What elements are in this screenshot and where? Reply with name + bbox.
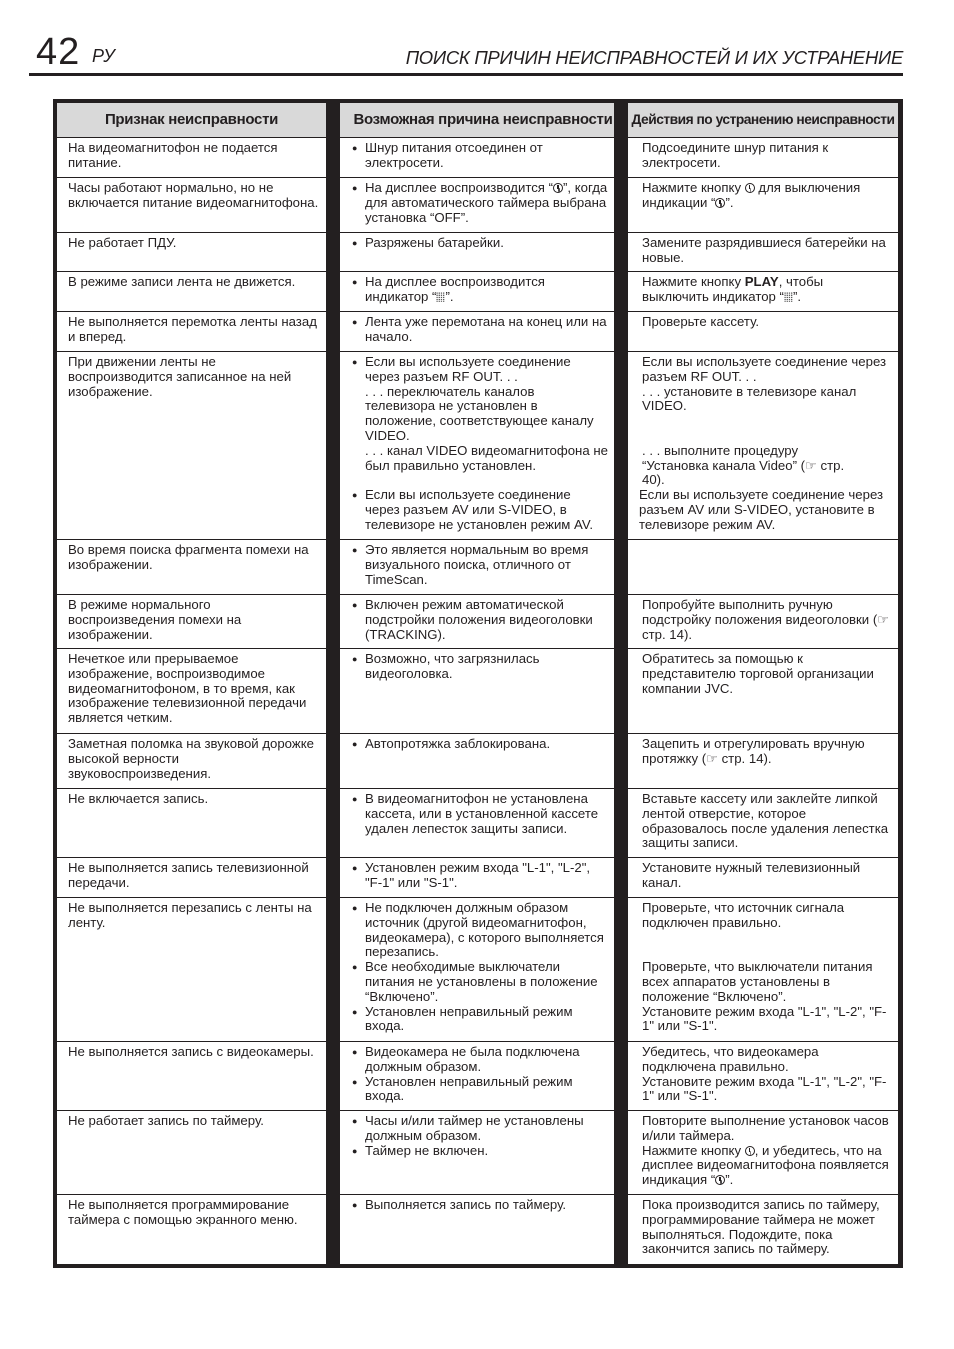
table-cell-symptom: Часы работают нормально, но не включается питание видеомагнитофона. [57, 178, 326, 232]
clock-icon [553, 183, 563, 193]
bullet-item: ● Включен режим автоматической подстройки положения видеоголовки (TRACKING). [352, 598, 608, 642]
bullet-item: ● Возможно, что загрязнилась видеоголовка. [352, 652, 608, 682]
bullet-item: ● Установлен неправильный режим входа. [352, 1075, 608, 1105]
bullet-item: ● На дисплее воспроизводится индикатор “ ”. [352, 275, 608, 305]
bullet-item: ● Часы и/или таймер не установлены должным образом. [352, 1114, 608, 1144]
table-cell-symptom: Не выполняется запись с видеокамеры. [57, 1042, 326, 1110]
table-cell-action: Зацепить и отрегулировать вручную протяжку (☞ стр. 14). [628, 734, 898, 788]
table-cell-cause [340, 138, 614, 177]
table-cell-cause [340, 595, 614, 648]
bullet-item: ● В видеомагнитофон не установлена кассета, или в установленной кассете удален лепесток защиты записи. [352, 792, 608, 836]
table-cell-cause [340, 898, 614, 1041]
bullet-item: ● Все необходимые выключатели питания не установлены в положение “Включено”. [352, 960, 608, 1004]
table-cell-symptom: Не включается запись. [57, 789, 326, 857]
table-cell-action: Пока производится запись по таймеру, программирование таймера не может выполняться. Подождите, пока закончится запись по таймеру. [628, 1195, 898, 1264]
table-cell-cause [340, 178, 614, 232]
table-cell-action: Если вы используете соединение через разъем RF OUT. . . . . . установите в телевизоре канал VIDEO. . . . выполните процедуру “Установка канала Video” (☞ стр. 40). Если вы используете соединение через разъем AV или S-VIDEO, установите в телевизоре режим AV. [628, 352, 898, 539]
cause-column [340, 103, 614, 1264]
table-cell-symptom: Заметная поломка на звуковой дорожке высокой верности звуковоспроизведения. [57, 734, 326, 788]
table-cell-action: Повторите выполнение установок часов и/или таймера. Нажмите кнопку , и убедитесь, что на дисплее видеомагнитофона появляется индикация “ ”. [628, 1111, 898, 1194]
clock-button-icon [745, 1146, 755, 1156]
bullet-item: ● Это является нормальным во время визуального поиска, отличного от TimeScan. [352, 543, 608, 587]
table-cell-cause [340, 1042, 614, 1110]
bullet-item: ● Лента уже перемотана на конец или на начало. [352, 315, 608, 345]
table-cell-cause [340, 1111, 614, 1194]
table-cell-cause [340, 789, 614, 857]
table-cell-symptom: Не выполняется перезапись с ленты на ленту. [57, 898, 326, 1041]
table-cell-action: Обратитесь за помощью к представителю торговой организации компании JVC. [628, 649, 898, 733]
table-cell-cause [340, 312, 614, 351]
column-header-action: Действия по устранению неисправности [628, 103, 898, 137]
bullet-item: ● Установлен неправильный режим входа. [352, 1005, 608, 1035]
play-button-label: PLAY [744, 274, 779, 289]
table-cell-action: Нажмите кнопку PLAY, чтобы выключить индикатор “ ”. [628, 272, 898, 311]
table-cell-action: Проверьте кассету. [628, 312, 898, 351]
cause-subitem: . . . переключатель каналов телевизора не установлен в положение, соответствующее каналу VIDEO. [365, 383, 594, 443]
table-cell-cause [340, 649, 614, 733]
bullet-item: ● Установлен режим входа "L-1", "L-2", "F-1" или "S-1". [352, 861, 608, 891]
header-rule [29, 73, 903, 76]
table-cell-cause [340, 1195, 614, 1264]
clock-icon [715, 198, 725, 208]
bullet-item: ● Выполняется запись по таймеру. [352, 1198, 608, 1213]
table-cell-symptom: На видеомагнитофон не подается питание. [57, 138, 326, 177]
table-cell-action: Убедитесь, что видеокамера подключена правильно. Установите режим входа "L-1", "L-2", "F-1" или "S-1". [628, 1042, 898, 1110]
table-cell-symptom: Не выполняется запись телевизионной передачи. [57, 858, 326, 897]
table-cell-cause [340, 540, 614, 594]
table-cell-symptom: Не выполняется перемотка ленты назад и вперед. [57, 312, 326, 351]
bullet-item: ● Видеокамера не была подключена должным образом. [352, 1045, 608, 1075]
action-column [628, 103, 898, 1264]
tape-indicator-icon [784, 292, 793, 302]
section-title: ПОИСК ПРИЧИН НЕИСПРАВНОСТЕЙ И ИХ УСТРАНЕНИЕ [405, 47, 903, 68]
table-cell-action-empty [628, 540, 898, 594]
table-cell-action: Проверьте, что источник сигнала подключен правильно. Проверьте, что выключатели питания всех аппаратов установлены в положение “Включено”. Установите режим входа "L-1", "L-2", "F-1" или "S-1". [628, 898, 898, 1041]
symptom-column [57, 103, 326, 1264]
cause-subitem: . . . канал VIDEO видеомагнитофона не был правильно установлен. [365, 442, 608, 473]
clock-button-icon [745, 183, 755, 193]
table-cell-symptom: Во время поиска фрагмента помехи на изображении. [57, 540, 326, 594]
table-cell-symptom: Не выполняется программирование таймера с помощью экранного меню. [57, 1195, 326, 1264]
table-cell-symptom: Нечеткое или прерываемое изображение, воспроизводимое видеомагнитофоном, в то время, как изображение телевизионной передачи является четким. [57, 649, 326, 733]
table-cell-cause [340, 233, 614, 271]
table-cell-cause [340, 858, 614, 897]
table-cell-action: Нажмите кнопку для выключения индикации “ ”. [628, 178, 898, 232]
table-cell-symptom: В режиме записи лента не движется. [57, 272, 326, 311]
clock-icon [715, 1175, 725, 1185]
language-label: РУ [92, 46, 115, 66]
table-cell-action: Вставьте кассету или заклейте липкой лентой отверстие, которое образовалось после удаления лепестка защиты записи. [628, 789, 898, 857]
bullet-item: ● Шнур питания отсоединен от электросети. [352, 141, 608, 171]
bullet-item: ● Автопротяжка заблокирована. [352, 737, 608, 752]
table-cell-cause [340, 734, 614, 788]
table-cell-cause [340, 352, 614, 539]
bullet-item: ● Не подключен должным образом источник (другой видеомагнитофон, видеокамера), с которого выполняется перезапись. [352, 901, 608, 960]
bullet-item: ● На дисплее воспроизводится “ ”, когда для автоматического таймера выбрана установка “OFF”. [352, 181, 608, 225]
bullet-item: ● Разряжены батарейки. [352, 236, 608, 251]
troubleshooting-table [53, 99, 903, 1268]
column-header-symptom: Признак неисправности [57, 103, 326, 137]
table-cell-action: Попробуйте выполнить ручную подстройку положения видеоголовки (☞ стр. 14). [628, 595, 898, 648]
bullet-item: ● Если вы используете соединение через разъем AV или S-VIDEO, в телевизоре не установлен режим AV. [352, 488, 608, 532]
table-cell-action: Подсоедините шнур питания к электросети. [628, 138, 898, 177]
table-cell-action: Замените разрядившиеся батерейки на новые. [628, 233, 898, 271]
bullet-item: ● Таймер не включен. [352, 1144, 608, 1159]
table-cell-symptom: В режиме нормального воспроизведения помехи на изображении. [57, 595, 326, 648]
column-header-cause: Возможная причина неисправности [340, 103, 614, 137]
table-cell-symptom: При движении ленты не воспроизводится записанное на ней изображение. [57, 352, 326, 539]
bullet-item: ● Если вы используете соединение через разъем RF OUT. . . [352, 355, 608, 385]
table-cell-cause [340, 272, 614, 311]
page-number: 42 [36, 31, 81, 73]
table-cell-action: Установите нужный телевизионный канал. [628, 858, 898, 897]
table-cell-symptom: Не работает запись по таймеру. [57, 1111, 326, 1194]
table-cell-symptom: Не работает ПДУ. [57, 233, 326, 271]
